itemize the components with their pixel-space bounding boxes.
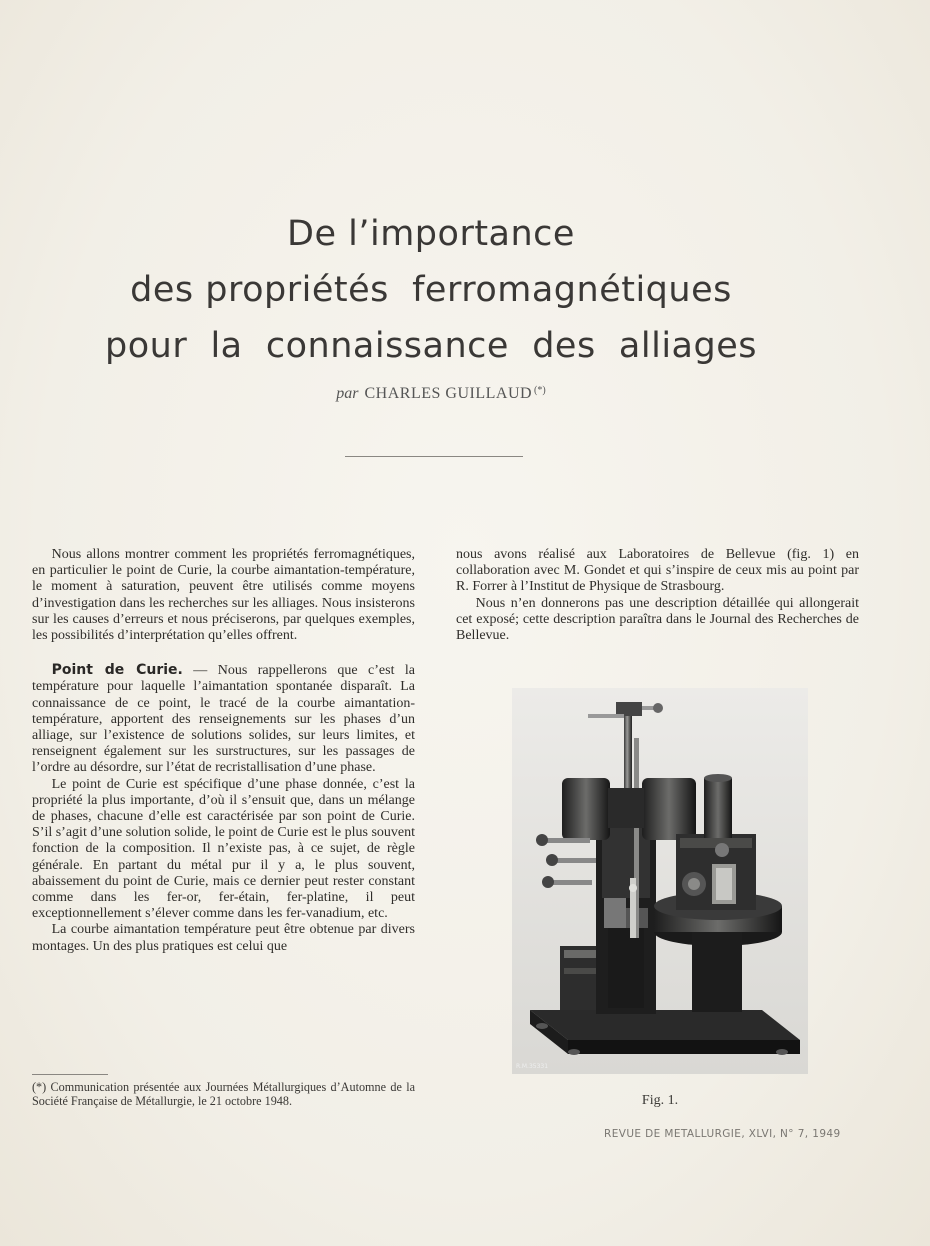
- byline-prefix: par: [336, 385, 359, 402]
- right-column: [456, 547, 859, 644]
- title-line-2: des propriétés ferromagnétiques: [130, 270, 732, 310]
- footnote-divider: [32, 1074, 108, 1075]
- figure-caption: Fig. 1.: [641, 1093, 679, 1108]
- footnote-mark: (*): [534, 385, 546, 396]
- author-name: CHARLES GUILLAUD: [364, 385, 533, 402]
- title-divider: [345, 456, 523, 457]
- apparatus-photo: [512, 688, 808, 1074]
- intro-paragraph: Nous allons montrer comment les propriétés ferromagnétiques, en particulier le point de Curie, la courbe aimantation-température, le moment à saturation, peuvent être utilisés comme moyens d’investigation dans les recherches sur les alliages. Nous insisterons sur les causes d’erreurs et nous préciserons, par quelques exemples, les possibilités d’interprétation qu’elles offrent.: [32, 547, 415, 644]
- section-heading: Point de Curie.: [51, 662, 183, 679]
- section-paragraph-1-text: — Nous rappellerons que c’est la température pour laquelle l’aimantation spontanée disparaît. La connaissance de ce point, le tracé de la courbe aimantation-température, apportent des renseignements sur les phases d’un alliage, sur l’existence de solutions solides, sur leurs limites, et renseignent également sur les surstructures, sur les passages de l’ordre au désordre, sur l’état de recristallisation d’une phase.: [32, 663, 416, 776]
- section-paragraph-3: La courbe aimantation température peut être obtenue par divers montages. Un des plus pratiques est celui que: [32, 922, 415, 954]
- journal-footer: REVUE DE METALLURGIE, XLVI, N° 7, 1949: [604, 1128, 841, 1140]
- left-column: [32, 547, 415, 955]
- right-paragraph-1: nous avons réalisé aux Laboratoires de Bellevue (fig. 1) en collaboration avec M. Gondet et qui s’inspire de ceux mis au point par R. Forrer à l’Institut de Physique de Strasbourg.: [456, 547, 859, 595]
- section-paragraph-1: [32, 662, 415, 776]
- title-line-1: De l’importance: [287, 214, 575, 254]
- footnote: (*) Communication présentée aux Journées Métallurgiques d’Automne de la Société Française de Métallurgie, le 21 octobre 1948.: [32, 1080, 415, 1108]
- section-paragraph-2: Le point de Curie est spécifique d’une phase donnée, c’est la propriété la plus importante, d’où il s’ensuit que, dans un mélange de phases, chacune d’elle est caractérisée par son point de Curie. S’il s’agit d’une solution solide, le point de Curie est le plus souvent fonction de la composition. Il n’existe pas, à ce sujet, de règle générale. En partant du métal pur il y a, le plus souvent, abaissement du point de Curie, mais ce dernier peut rester constant comme dans les fer-or, fer-étain, fer-platine, il peut exceptionnellement s’élever comme dans les fer-vanadium, etc.: [32, 776, 416, 922]
- apparatus-illustration: [512, 688, 808, 1074]
- right-paragraph-2: Nous n’en donnerons pas une description détaillée qui allongerait cet exposé; cette description paraîtra dans le Journal des Recherches de Bellevue.: [456, 595, 859, 644]
- article-title: [0, 206, 862, 374]
- title-line-3: pour la connaissance des alliages: [105, 326, 757, 366]
- photo-code: R.M.35331: [516, 1063, 549, 1070]
- byline: [0, 385, 882, 403]
